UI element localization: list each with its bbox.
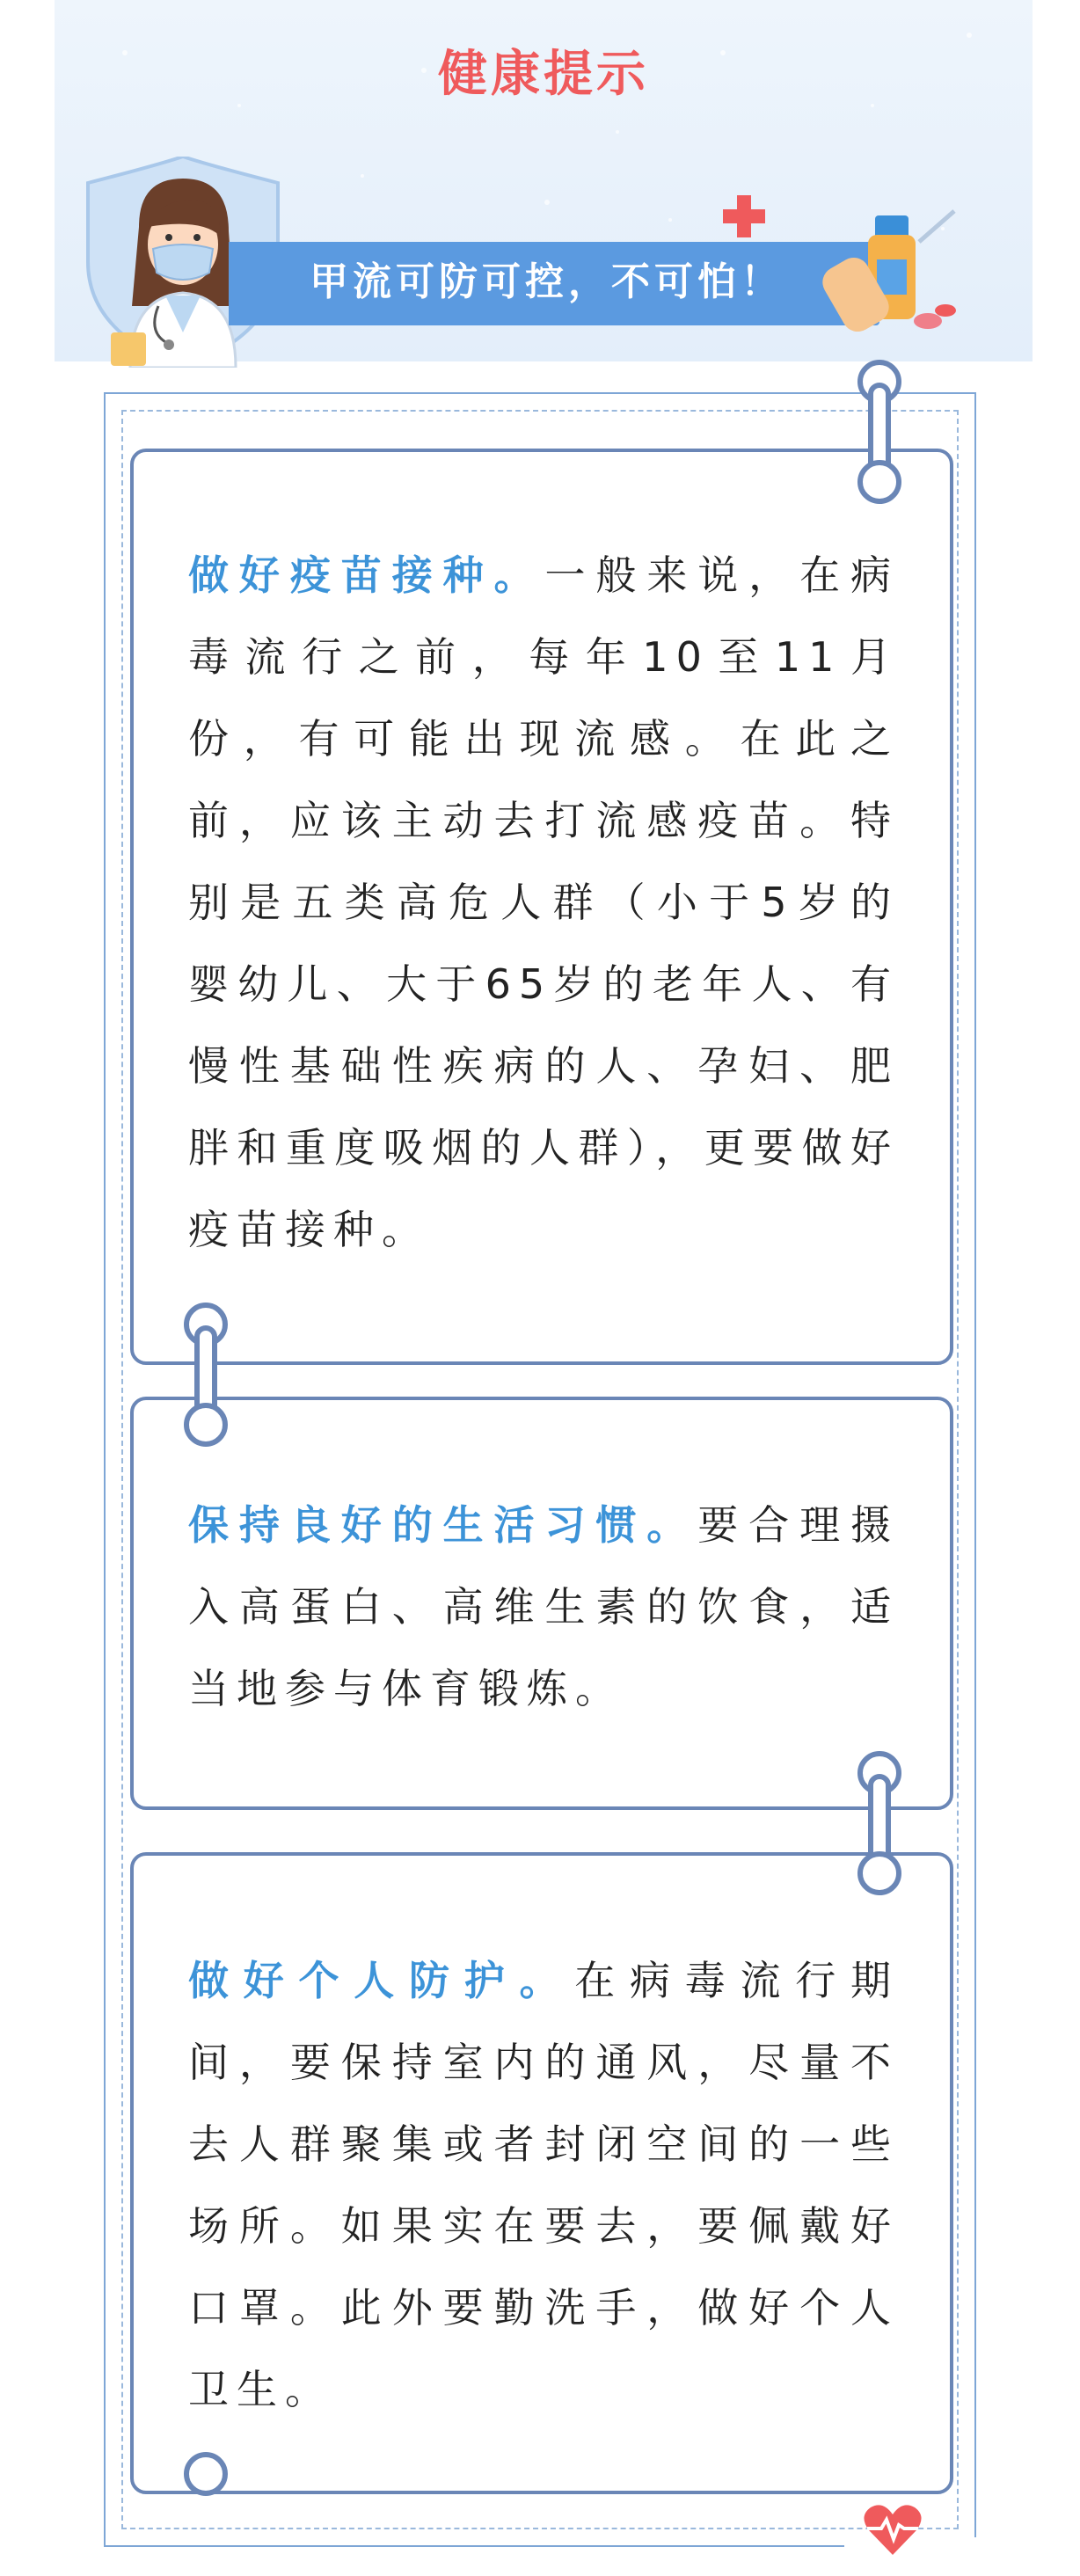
ring-connector-icon (853, 359, 906, 508)
tip-body: 在病毒流行期间，要保持室内的通风，尽量不去人群聚集或者封闭空间的一些场所。如果实在要去，要佩戴好口罩。此外要勤洗手，做好个人卫生。 (188, 1957, 899, 2413)
ring-connector-icon (853, 1750, 906, 1900)
tip-heading: 做好疫苗接种。 (188, 551, 545, 599)
tip-body: 一般来说，在病毒流行之前，每年10至11月份，有可能出现流感。在此之前，应该主动去打流感疫苗。特别是五类高危人群（小于5岁的婴幼儿、大于65岁的老年人、有慢性基础性疾病的人、孕妇、肥胖和重度吸烟的人群），更要做好疫苗接种。 (188, 551, 900, 1253)
heartbeat-icon (862, 2502, 923, 2558)
tip-card-vaccine (130, 449, 953, 1365)
medical-cross-icon (719, 192, 769, 241)
ring-icon (179, 2449, 232, 2502)
tip-heading: 保持良好的生活习惯。 (188, 1501, 698, 1549)
tip-heading: 做好个人防护。 (188, 1957, 575, 2004)
page-title: 健康提示 (438, 46, 649, 103)
tip-text (188, 1485, 899, 1730)
tip-text (188, 535, 899, 1271)
tip-card-habits (130, 1397, 953, 1810)
tip-body: 要合理摄入高蛋白、高维生素的饮食，适当地参与体育锻炼。 (188, 1501, 900, 1712)
tip-card-protection (130, 1852, 953, 2494)
tip-text (188, 1940, 899, 2431)
ring-connector-icon (179, 1302, 232, 1451)
medicine-bottle-icon (822, 189, 972, 339)
banner-text: 甲流可防可控，不可怕！ (310, 259, 784, 304)
